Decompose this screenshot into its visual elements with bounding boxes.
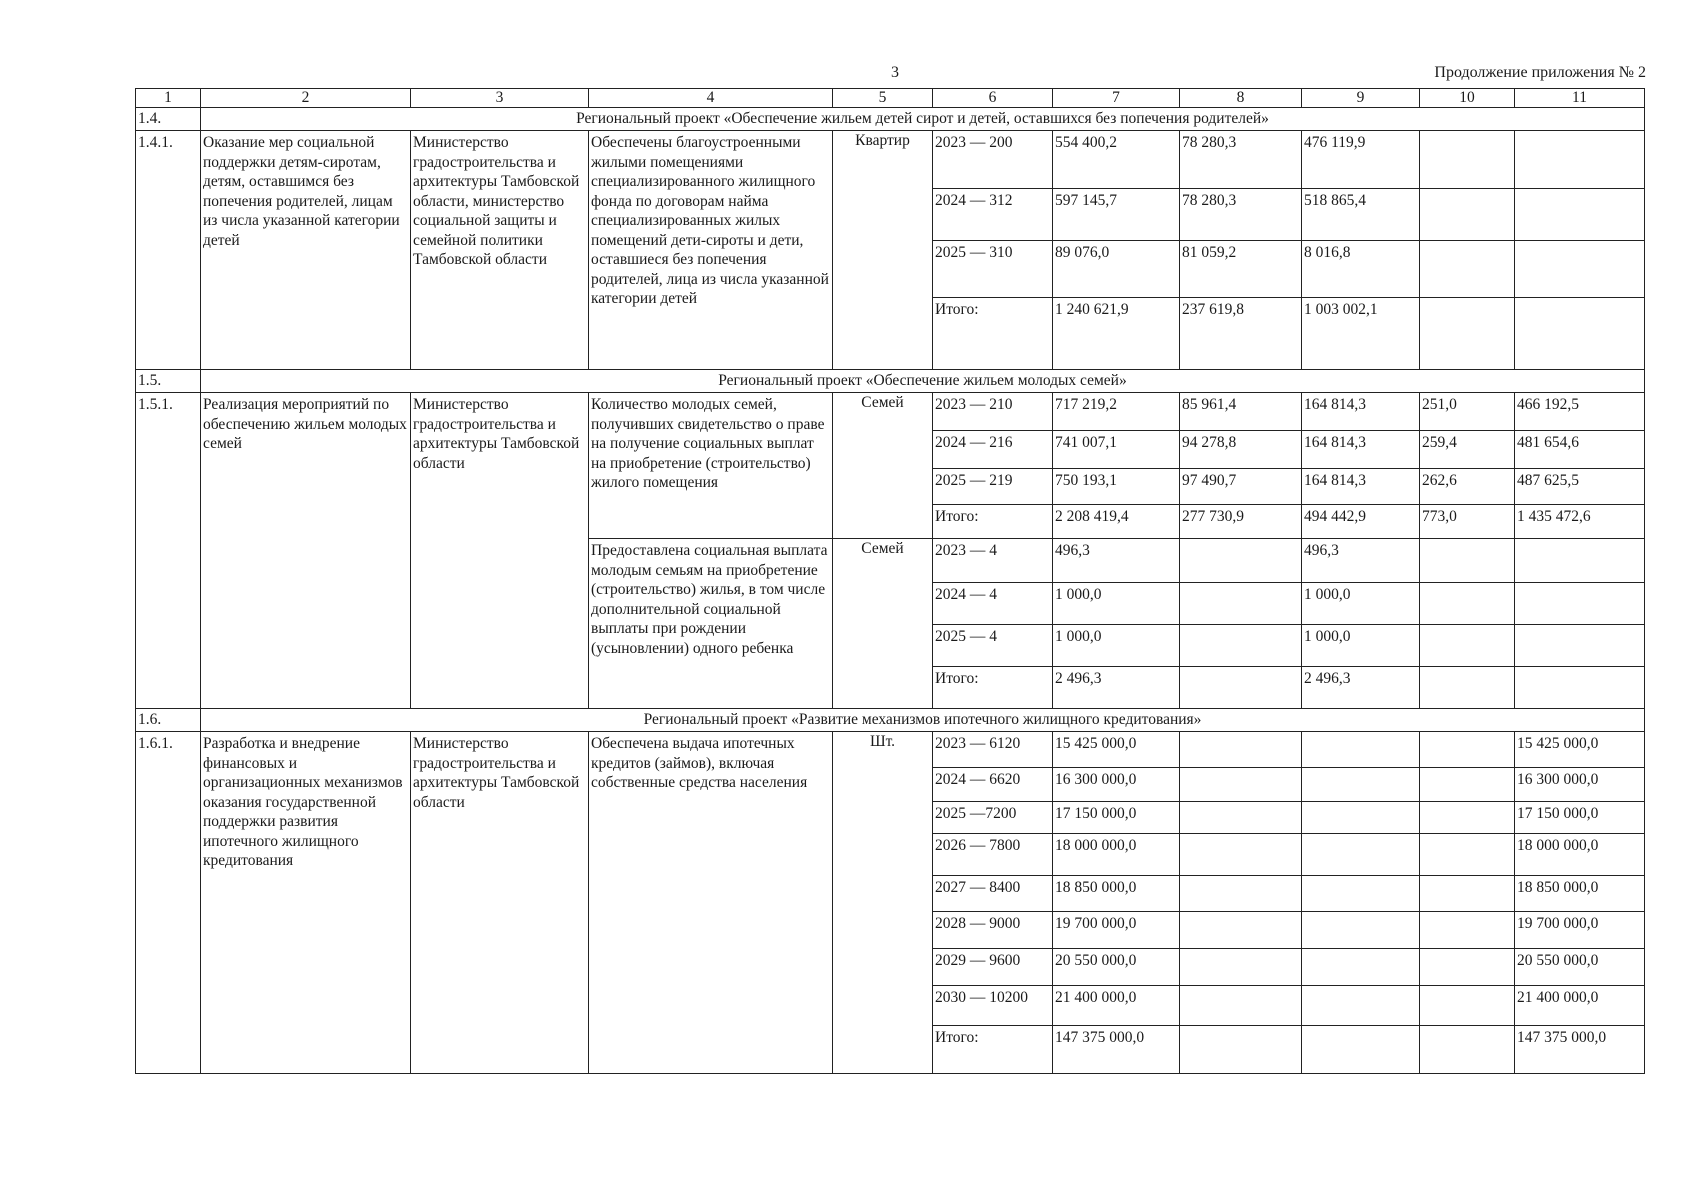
activity-code: 1.5.1. xyxy=(136,393,201,709)
regional-budget-cell: 496,3 xyxy=(1302,539,1420,583)
column-number: 6 xyxy=(933,89,1053,108)
local-budget-cell xyxy=(1420,802,1515,834)
extra-budget-cell: 21 400 000,0 xyxy=(1515,986,1645,1026)
extra-budget-cell: 1 435 472,6 xyxy=(1515,505,1645,539)
project-code: 1.6. xyxy=(136,709,201,732)
federal-budget-cell xyxy=(1180,986,1302,1026)
column-number: 1 xyxy=(136,89,201,108)
federal-budget-cell xyxy=(1180,802,1302,834)
local-budget-cell xyxy=(1420,131,1515,189)
year-value-cell: 2029 — 9600 xyxy=(933,949,1053,986)
project-title: Региональный проект «Обеспечение жильем молодых семей» xyxy=(201,370,1645,393)
regional-budget-cell: 164 814,3 xyxy=(1302,469,1420,505)
local-budget-cell xyxy=(1420,949,1515,986)
year-value-cell: 2023 — 6120 xyxy=(933,732,1053,768)
funding-total-cell: 18 850 000,0 xyxy=(1053,876,1180,912)
federal-budget-cell xyxy=(1180,539,1302,583)
project-row xyxy=(136,108,1645,131)
indicator-name: Обеспечена выдача ипотечных кредитов (займов), включая собственные средства населения xyxy=(589,732,833,1074)
regional-budget-cell: 494 442,9 xyxy=(1302,505,1420,539)
extra-budget-cell: 147 375 000,0 xyxy=(1515,1026,1645,1074)
funding-total-cell: 2 496,3 xyxy=(1053,667,1180,709)
extra-budget-cell xyxy=(1515,298,1645,370)
project-title: Региональный проект «Развитие механизмов ипотечного жилищного кредитования» xyxy=(201,709,1645,732)
federal-budget-cell: 81 059,2 xyxy=(1180,241,1302,298)
year-value-cell: 2023 — 210 xyxy=(933,393,1053,431)
local-budget-cell xyxy=(1420,986,1515,1026)
federal-budget-cell: 78 280,3 xyxy=(1180,189,1302,241)
local-budget-cell xyxy=(1420,583,1515,625)
activity-name: Оказание мер социальной поддержки детям-сиротам, детям, оставшимся без попечения родителей, лицам из числа указанной категории детей xyxy=(201,131,411,370)
regional-budget-cell xyxy=(1302,876,1420,912)
column-number: 8 xyxy=(1180,89,1302,108)
regional-budget-cell: 2 496,3 xyxy=(1302,667,1420,709)
year-value-cell: Итого: xyxy=(933,667,1053,709)
indicator-unit: Шт. xyxy=(833,732,933,1074)
extra-budget-cell: 18 850 000,0 xyxy=(1515,876,1645,912)
extra-budget-cell: 18 000 000,0 xyxy=(1515,834,1645,876)
indicator-name: Предоставлена социальная выплата молодым семьям на приобретение (строительство) жилья, в том числе дополнительной социальной выплаты при рождении (усыновлении) одного ребенка xyxy=(589,539,833,709)
extra-budget-cell: 16 300 000,0 xyxy=(1515,768,1645,802)
column-number: 3 xyxy=(411,89,589,108)
local-budget-cell: 262,6 xyxy=(1420,469,1515,505)
activity-name: Реализация мероприятий по обеспечению жильем молодых семей xyxy=(201,393,411,709)
local-budget-cell: 773,0 xyxy=(1420,505,1515,539)
column-number-row xyxy=(136,89,1645,108)
extra-budget-cell xyxy=(1515,241,1645,298)
extra-budget-cell xyxy=(1515,189,1645,241)
federal-budget-cell: 237 619,8 xyxy=(1180,298,1302,370)
year-value-cell: 2023 — 4 xyxy=(933,539,1053,583)
regional-budget-cell xyxy=(1302,768,1420,802)
table-row xyxy=(136,732,1645,768)
federal-budget-cell xyxy=(1180,834,1302,876)
column-number: 5 xyxy=(833,89,933,108)
funding-total-cell: 20 550 000,0 xyxy=(1053,949,1180,986)
year-value-cell: 2024 — 4 xyxy=(933,583,1053,625)
funding-total-cell: 89 076,0 xyxy=(1053,241,1180,298)
extra-budget-cell: 481 654,6 xyxy=(1515,431,1645,469)
regional-budget-cell xyxy=(1302,834,1420,876)
funding-total-cell: 19 700 000,0 xyxy=(1053,912,1180,949)
indicator-name: Количество молодых семей, получивших свидетельство о праве на получение социальных выплат на приобретение (строительство) жилого помещения xyxy=(589,393,833,539)
extra-budget-cell: 15 425 000,0 xyxy=(1515,732,1645,768)
funding-total-cell: 16 300 000,0 xyxy=(1053,768,1180,802)
local-budget-cell xyxy=(1420,1026,1515,1074)
regional-budget-cell: 164 814,3 xyxy=(1302,431,1420,469)
funding-total-cell: 21 400 000,0 xyxy=(1053,986,1180,1026)
federal-budget-cell xyxy=(1180,768,1302,802)
federal-budget-cell xyxy=(1180,949,1302,986)
extra-budget-cell xyxy=(1515,131,1645,189)
indicator-unit: Квартир xyxy=(833,131,933,370)
activity-name: Разработка и внедрение финансовых и организационных механизмов оказания государственной поддержки развития ипотечного жилищного кредитования xyxy=(201,732,411,1074)
local-budget-cell xyxy=(1420,298,1515,370)
federal-budget-cell xyxy=(1180,732,1302,768)
regional-budget-cell: 1 003 002,1 xyxy=(1302,298,1420,370)
year-value-cell: 2025 — 219 xyxy=(933,469,1053,505)
regional-budget-cell xyxy=(1302,1026,1420,1074)
regional-budget-cell: 164 814,3 xyxy=(1302,393,1420,431)
federal-budget-cell xyxy=(1180,1026,1302,1074)
indicator-unit: Семей xyxy=(833,539,933,709)
activity-executor: Министерство градостроительства и архитектуры Тамбовской области, министерство социальной защиты и семейной политики Тамбовской области xyxy=(411,131,589,370)
local-budget-cell xyxy=(1420,732,1515,768)
year-value-cell: 2025 —7200 xyxy=(933,802,1053,834)
extra-budget-cell: 487 625,5 xyxy=(1515,469,1645,505)
funding-total-cell: 18 000 000,0 xyxy=(1053,834,1180,876)
extra-budget-cell: 20 550 000,0 xyxy=(1515,949,1645,986)
indicator-unit: Семей xyxy=(833,393,933,539)
funding-total-cell: 1 000,0 xyxy=(1053,625,1180,667)
local-budget-cell xyxy=(1420,625,1515,667)
regional-budget-cell xyxy=(1302,732,1420,768)
year-value-cell: 2025 — 310 xyxy=(933,241,1053,298)
table-row xyxy=(136,393,1645,431)
funding-total-cell: 496,3 xyxy=(1053,539,1180,583)
column-number: 11 xyxy=(1515,89,1645,108)
funding-total-cell: 1 240 621,9 xyxy=(1053,298,1180,370)
year-value-cell: 2030 — 10200 xyxy=(933,986,1053,1026)
federal-budget-cell: 94 278,8 xyxy=(1180,431,1302,469)
local-budget-cell: 259,4 xyxy=(1420,431,1515,469)
extra-budget-cell: 17 150 000,0 xyxy=(1515,802,1645,834)
extra-budget-cell: 19 700 000,0 xyxy=(1515,912,1645,949)
appendix-caption: Продолжение приложения № 2 xyxy=(1434,64,1646,81)
year-value-cell: Итого: xyxy=(933,298,1053,370)
column-number: 2 xyxy=(201,89,411,108)
federal-budget-cell xyxy=(1180,912,1302,949)
table-row xyxy=(136,131,1645,189)
funding-total-cell: 554 400,2 xyxy=(1053,131,1180,189)
program-table xyxy=(135,88,1645,1074)
regional-budget-cell: 518 865,4 xyxy=(1302,189,1420,241)
column-number: 7 xyxy=(1053,89,1180,108)
federal-budget-cell: 85 961,4 xyxy=(1180,393,1302,431)
page-number: 3 xyxy=(891,64,899,81)
funding-total-cell: 750 193,1 xyxy=(1053,469,1180,505)
regional-budget-cell: 1 000,0 xyxy=(1302,625,1420,667)
funding-total-cell: 147 375 000,0 xyxy=(1053,1026,1180,1074)
regional-budget-cell xyxy=(1302,802,1420,834)
year-value-cell: 2024 — 216 xyxy=(933,431,1053,469)
funding-total-cell: 1 000,0 xyxy=(1053,583,1180,625)
local-budget-cell xyxy=(1420,834,1515,876)
project-row xyxy=(136,709,1645,732)
federal-budget-cell: 97 490,7 xyxy=(1180,469,1302,505)
federal-budget-cell: 277 730,9 xyxy=(1180,505,1302,539)
local-budget-cell xyxy=(1420,241,1515,298)
funding-total-cell: 15 425 000,0 xyxy=(1053,732,1180,768)
project-title: Региональный проект «Обеспечение жильем детей сирот и детей, оставшихся без попечения родителей» xyxy=(201,108,1645,131)
activity-executor: Министерство градостроительства и архитектуры Тамбовской области xyxy=(411,732,589,1074)
funding-total-cell: 2 208 419,4 xyxy=(1053,505,1180,539)
regional-budget-cell: 8 016,8 xyxy=(1302,241,1420,298)
regional-budget-cell: 476 119,9 xyxy=(1302,131,1420,189)
year-value-cell: 2026 — 7800 xyxy=(933,834,1053,876)
local-budget-cell xyxy=(1420,667,1515,709)
funding-total-cell: 17 150 000,0 xyxy=(1053,802,1180,834)
year-value-cell: 2027 — 8400 xyxy=(933,876,1053,912)
year-value-cell: Итого: xyxy=(933,505,1053,539)
activity-code: 1.4.1. xyxy=(136,131,201,370)
year-value-cell: 2025 — 4 xyxy=(933,625,1053,667)
table-body xyxy=(136,89,1645,1074)
year-value-cell: 2023 — 200 xyxy=(933,131,1053,189)
column-number: 9 xyxy=(1302,89,1420,108)
local-budget-cell xyxy=(1420,768,1515,802)
regional-budget-cell xyxy=(1302,986,1420,1026)
extra-budget-cell xyxy=(1515,625,1645,667)
local-budget-cell xyxy=(1420,189,1515,241)
funding-total-cell: 741 007,1 xyxy=(1053,431,1180,469)
extra-budget-cell xyxy=(1515,539,1645,583)
year-value-cell: 2024 — 312 xyxy=(933,189,1053,241)
indicator-name: Обеспечены благоустроенными жилыми помещениями специализированного жилищного фонда по договорам найма специализированных жилых помещений дети-сироты и дети, оставшиеся без попечения родителей, лица из числа указанной категории детей xyxy=(589,131,833,370)
activity-code: 1.6.1. xyxy=(136,732,201,1074)
funding-total-cell: 597 145,7 xyxy=(1053,189,1180,241)
year-value-cell: Итого: xyxy=(933,1026,1053,1074)
federal-budget-cell: 78 280,3 xyxy=(1180,131,1302,189)
federal-budget-cell xyxy=(1180,583,1302,625)
regional-budget-cell: 1 000,0 xyxy=(1302,583,1420,625)
project-row xyxy=(136,370,1645,393)
extra-budget-cell xyxy=(1515,583,1645,625)
extra-budget-cell xyxy=(1515,667,1645,709)
year-value-cell: 2024 — 6620 xyxy=(933,768,1053,802)
year-value-cell: 2028 — 9000 xyxy=(933,912,1053,949)
local-budget-cell xyxy=(1420,539,1515,583)
column-number: 10 xyxy=(1420,89,1515,108)
project-code: 1.4. xyxy=(136,108,201,131)
funding-total-cell: 717 219,2 xyxy=(1053,393,1180,431)
federal-budget-cell xyxy=(1180,667,1302,709)
federal-budget-cell xyxy=(1180,625,1302,667)
regional-budget-cell xyxy=(1302,949,1420,986)
local-budget-cell: 251,0 xyxy=(1420,393,1515,431)
activity-executor: Министерство градостроительства и архитектуры Тамбовской области xyxy=(411,393,589,709)
regional-budget-cell xyxy=(1302,912,1420,949)
local-budget-cell xyxy=(1420,912,1515,949)
federal-budget-cell xyxy=(1180,876,1302,912)
local-budget-cell xyxy=(1420,876,1515,912)
column-number: 4 xyxy=(589,89,833,108)
project-code: 1.5. xyxy=(136,370,201,393)
extra-budget-cell: 466 192,5 xyxy=(1515,393,1645,431)
